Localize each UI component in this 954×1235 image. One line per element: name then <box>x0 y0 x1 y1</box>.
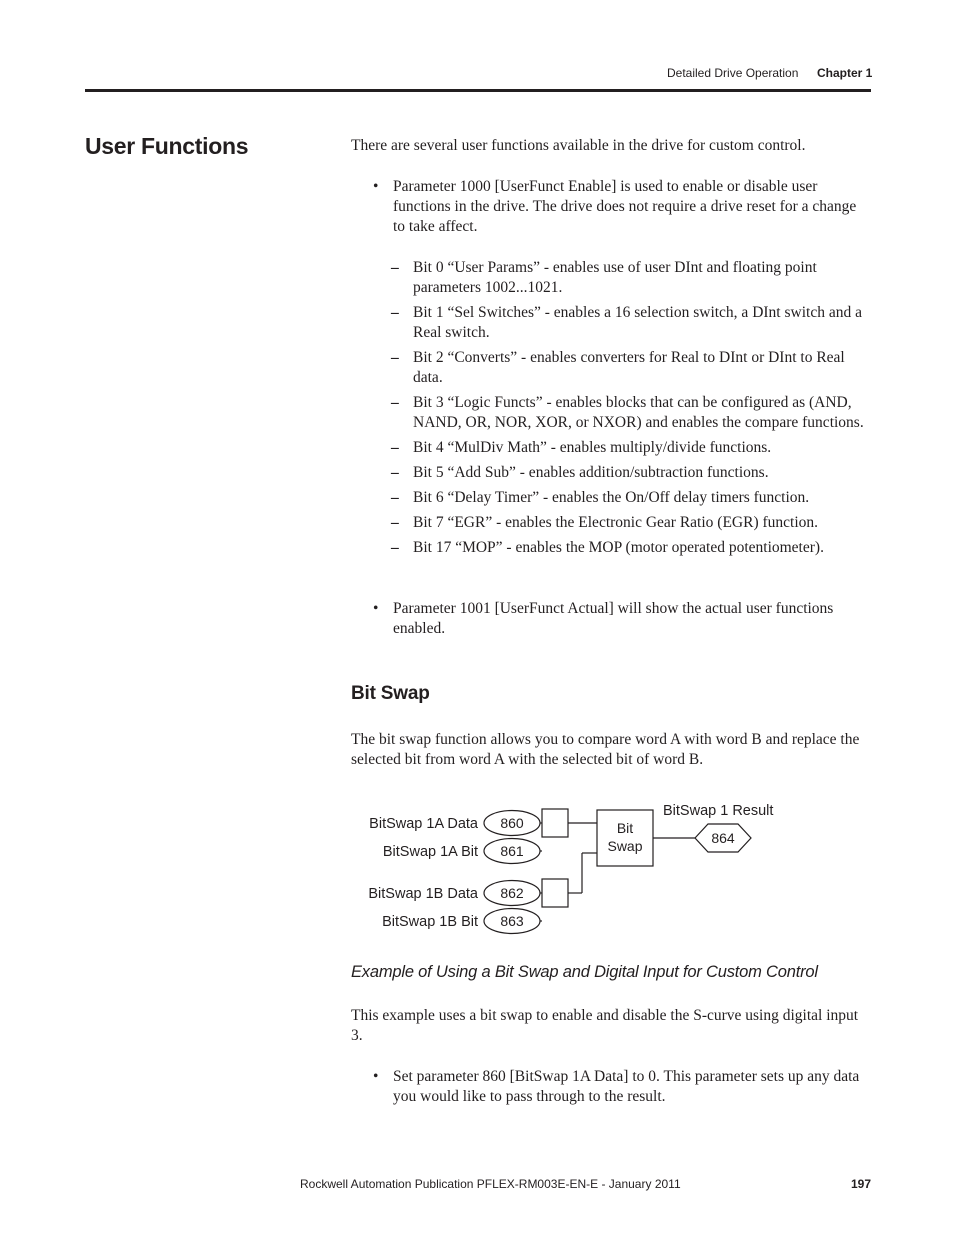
dash-icon: – <box>391 259 399 276</box>
list-item: – Bit 4 “MulDiv Math” - enables multiply/divide functions. <box>391 439 772 456</box>
list-item: – Bit 5 “Add Sub” - enables addition/subtraction functions. <box>391 464 769 481</box>
header-rule <box>85 89 871 92</box>
bullet-icon: • <box>373 1068 379 1085</box>
bullet-param-1001 <box>351 599 871 639</box>
dash-icon: – <box>391 349 399 366</box>
bullet-param-860 <box>351 1067 871 1107</box>
svg-text:860: 860 <box>500 815 524 831</box>
dash-icon: – <box>391 514 399 531</box>
page-title: User Functions <box>85 133 249 159</box>
example-description: This example uses a bit swap to enable and disable the S-curve using digital input 3. <box>351 1007 859 1044</box>
svg-text:Swap: Swap <box>607 838 643 854</box>
result-label: BitSwap 1 Result <box>663 803 774 819</box>
bit-swap-description: The bit swap function allows you to compare word A with word B and replace the selected bit from word A with the selected bit of word B. <box>351 731 860 768</box>
bullet-param-1000 <box>351 177 871 237</box>
svg-text:861: 861 <box>500 843 524 859</box>
svg-text:864: 864 <box>711 830 735 846</box>
bullet-text: Parameter 1001 [UserFunct Actual] will show the actual user functions enabled. <box>393 600 834 637</box>
dash-icon: – <box>391 304 399 321</box>
bullet-icon: • <box>373 600 379 617</box>
bit-list <box>391 258 871 563</box>
example-heading: Example of Using a Bit Swap and Digital Input for Custom Control <box>351 963 818 981</box>
list-item: – Bit 6 “Delay Timer” - enables the On/Off delay timers function. <box>391 489 810 506</box>
input-label-1b-bit: BitSwap 1B Bit <box>382 914 478 930</box>
bullet-text: Set parameter 860 [BitSwap 1A Data] to 0. This parameter sets up any data you would like to pass through to the result. <box>393 1068 860 1105</box>
list-item: – Bit 17 “MOP” - enables the MOP (motor operated potentiometer). <box>391 539 824 556</box>
input-label-1a-bit: BitSwap 1A Bit <box>382 844 478 860</box>
list-item: – Bit 0 “User Params” - enables use of user DInt and floating point parameters 1002...1021. <box>391 259 817 296</box>
dash-icon: – <box>391 539 399 556</box>
footer-publication: Rockwell Automation Publication PFLEX-RM003E-EN-E - January 2011 <box>300 1177 681 1191</box>
header-chapter: Chapter 1 <box>817 66 873 80</box>
param-oval-861 <box>484 839 540 864</box>
param-oval-863 <box>484 909 540 934</box>
param-oval-862 <box>484 881 540 906</box>
bullet-text: Parameter 1000 [UserFunct Enable] is used to enable or disable user functions in the drive. The drive does not require a drive reset for a change to take affect. <box>393 178 857 235</box>
header-section-title: Detailed Drive Operation <box>667 66 799 80</box>
result-param-864 <box>695 824 751 852</box>
page-number: 197 <box>851 1177 872 1191</box>
dash-icon: – <box>391 464 399 481</box>
svg-text:Bit: Bit <box>616 820 634 836</box>
input-label-1a-data: BitSwap 1A Data <box>369 816 478 832</box>
intro-paragraph: There are several user functions available in the drive for custom control. <box>351 137 806 154</box>
bit-swap-heading: Bit Swap <box>351 683 430 704</box>
list-item: – Bit 1 “Sel Switches” - enables a 16 selection switch, a DInt switch and a Real switch. <box>391 304 862 341</box>
bullet-icon: • <box>373 178 379 195</box>
bit-swap-block <box>597 810 653 866</box>
list-item: – Bit 7 “EGR” - enables the Electronic Gear Ratio (EGR) function. <box>391 514 819 531</box>
svg-text:862: 862 <box>500 885 524 901</box>
param-oval-860 <box>484 811 540 836</box>
list-item: – Bit 3 “Logic Functs” - enables blocks that can be configured as (AND, NAND, OR, NOR, XOR, or NXOR) and enables the compare functions. <box>391 394 864 431</box>
list-item: – Bit 2 “Converts” - enables converters for Real to DInt or DInt to Real data. <box>391 349 845 386</box>
svg-text:863: 863 <box>500 913 524 929</box>
dash-icon: – <box>391 394 399 411</box>
bit-swap-diagram <box>340 790 774 950</box>
dash-icon: – <box>391 489 399 506</box>
input-label-1b-data: BitSwap 1B Data <box>368 886 478 902</box>
dash-icon: – <box>391 439 399 456</box>
